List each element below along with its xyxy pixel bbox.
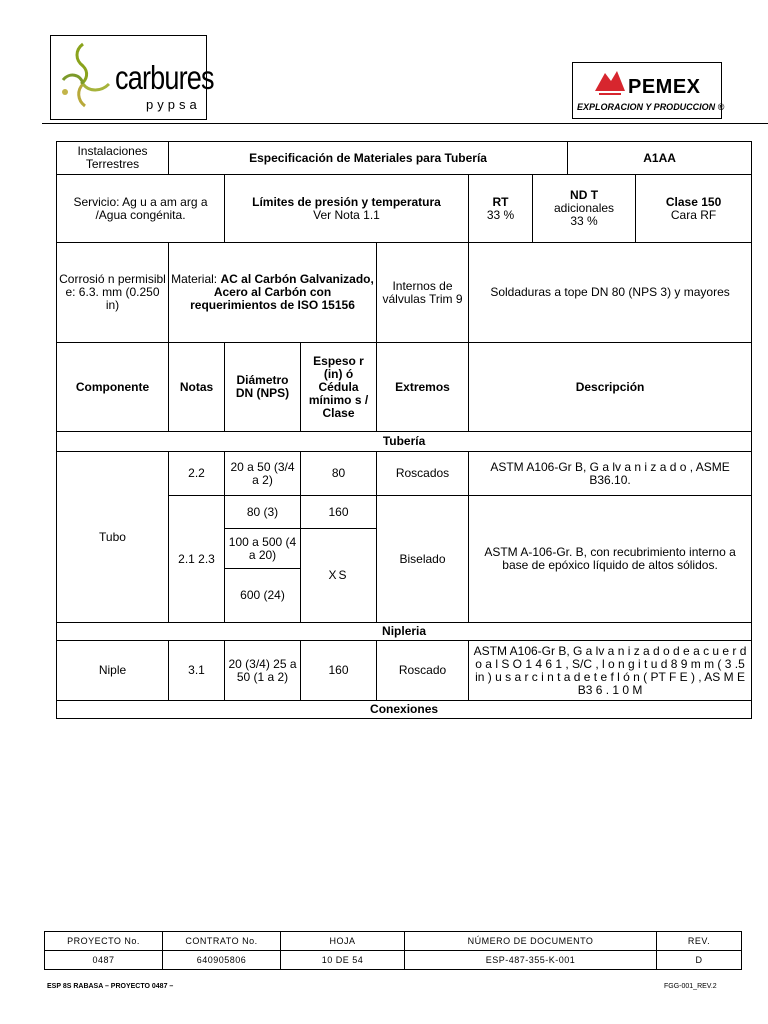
col-diameter: Diámetro DN (NPS) bbox=[225, 343, 301, 432]
niple-diameter: 20 (3/4) 25 a 50 (1 a 2) bbox=[225, 641, 301, 701]
footer-header-rev: REV. bbox=[657, 932, 742, 951]
niple-description: ASTM A106-Gr B, G a lv a n i z a d o d e a c u e r d o a l S O 1 4 6 1 , S/C , l o n g i t u d 8 9 m m ( 3 .5 in ) u s a r c i n t a d e t e f l ó n ( PT F E ) , AS M E B3 6 . 1 0 M bbox=[469, 641, 752, 701]
tubo-r1-thickness: 80 bbox=[301, 452, 377, 496]
spec-code: A1AA bbox=[568, 142, 752, 175]
footer-left-note: ESP 8S RABASA – PROYECTO 0487 – bbox=[47, 983, 174, 990]
section-conexiones: Conexiones bbox=[57, 701, 752, 719]
section-nipleria: Nipleria bbox=[57, 623, 752, 641]
material-cell bbox=[169, 243, 377, 343]
footer-header-sheet: HOJA bbox=[281, 932, 405, 951]
tubo-r1-notes: 2.2 bbox=[169, 452, 225, 496]
ndt-value: 33 % bbox=[570, 214, 598, 228]
tubo-r2a-diameter: 80 (3) bbox=[225, 496, 301, 529]
tubo-r1-diameter: 20 a 50 (3/4 a 2) bbox=[225, 452, 301, 496]
footer-contract: 640905806 bbox=[163, 951, 281, 970]
tubo-r2-ends: Biselado bbox=[377, 496, 469, 623]
tubo-r2a-thickness: 160 bbox=[301, 496, 377, 529]
limits-note: Ver Nota 1.1 bbox=[313, 207, 380, 222]
spec-title: Especificación de Materiales para Tubería bbox=[169, 142, 568, 175]
material-row bbox=[57, 243, 752, 343]
pypsa-wordmark: pypsa bbox=[146, 97, 201, 112]
footer-rev: D bbox=[657, 951, 742, 970]
footer-header-project: PROYECTO No. bbox=[45, 932, 163, 951]
service-row bbox=[57, 175, 752, 243]
footer-sheet: 10 DE 54 bbox=[281, 951, 405, 970]
welds-cell: Soldaduras a tope DN 80 (NPS 3) y mayores bbox=[469, 243, 752, 343]
footer-right-note: FGG-001_REV.2 bbox=[664, 983, 717, 990]
corrosion-cell: Corrosió n permisibl e: 6.3. mm (0.250 in) bbox=[57, 243, 169, 343]
service-cell: Servicio: Ag u a am arg a /Agua congénita. bbox=[57, 175, 225, 243]
tubo-r1-ends: Roscados bbox=[377, 452, 469, 496]
material-value: AC al Carbón Galvanizado, Acero al Carbón con requerimientos de ISO 15156 bbox=[190, 272, 374, 312]
niple-thickness: 160 bbox=[301, 641, 377, 701]
carbures-wordmark: carbures bbox=[115, 59, 214, 96]
ndt-label: ND T bbox=[570, 188, 599, 202]
footer-value-row bbox=[45, 951, 742, 970]
footer-table bbox=[44, 931, 742, 970]
rt-label: RT bbox=[492, 194, 509, 209]
section-row bbox=[57, 623, 752, 641]
ndt-cell bbox=[533, 175, 636, 243]
carbures-logo bbox=[50, 35, 214, 120]
tubo-r2b-diameter: 100 a 500 (4 a 20) bbox=[225, 529, 301, 569]
footer-docnum: ESP-487-355-K-001 bbox=[405, 951, 657, 970]
pemex-logo bbox=[572, 62, 725, 119]
pemex-eagle-emblem bbox=[593, 67, 627, 97]
limits-title: Límites de presión y temperatura bbox=[252, 194, 441, 209]
class-cell bbox=[636, 175, 752, 243]
footer-project: 0487 bbox=[45, 951, 163, 970]
col-ends: Extremos bbox=[377, 343, 469, 432]
niple-ends: Roscado bbox=[377, 641, 469, 701]
tubo-r2c-diameter: 600 (24) bbox=[225, 569, 301, 623]
tubo-component: Tubo bbox=[57, 452, 169, 623]
col-notes: Notas bbox=[169, 343, 225, 432]
col-component: Componente bbox=[57, 343, 169, 432]
footer-header-contract: CONTRATO No. bbox=[163, 932, 281, 951]
installation-cell: Instalaciones Terrestres bbox=[57, 142, 169, 175]
spec-header-row bbox=[57, 142, 752, 175]
section-row bbox=[57, 701, 752, 719]
class-label: Clase 150 bbox=[665, 194, 722, 209]
internals-cell: Internos de válvulas Trim 9 bbox=[377, 243, 469, 343]
column-header-row bbox=[57, 343, 752, 432]
pemex-wordmark: PEMEX bbox=[628, 76, 701, 98]
ndt-sub: adicionales bbox=[554, 201, 615, 215]
col-thickness: Espeso r (in) ó Cédula mínimo s / Clase bbox=[301, 343, 377, 432]
table-row bbox=[57, 641, 752, 701]
carbures-leaf-emblem bbox=[53, 40, 115, 116]
section-row bbox=[57, 432, 752, 452]
material-prefix: Material: bbox=[171, 272, 221, 286]
section-tuberia: Tubería bbox=[57, 432, 752, 452]
footer-header-row bbox=[45, 932, 742, 951]
niple-component: Niple bbox=[57, 641, 169, 701]
pemex-subtitle: EXPLORACION Y PRODUCCION ® bbox=[577, 102, 725, 112]
rt-value: 33 % bbox=[486, 207, 515, 222]
footer-header-docnum: NÚMERO DE DOCUMENTO bbox=[405, 932, 657, 951]
rt-cell bbox=[469, 175, 533, 243]
col-description: Descripción bbox=[469, 343, 752, 432]
table-row bbox=[57, 452, 752, 496]
material-spec-table bbox=[56, 141, 752, 719]
limits-cell bbox=[225, 175, 469, 243]
tubo-r2-description: ASTM A-106-Gr. B, con recubrimiento interno a base de epóxico líquido de altos sólidos. bbox=[469, 496, 752, 623]
tubo-r1-description: ASTM A106-Gr B, G a lv a n i z a d o , ASME B36.10. bbox=[469, 452, 752, 496]
tubo-r2b-thickness: XS bbox=[301, 529, 377, 623]
class-face: Cara RF bbox=[670, 207, 717, 222]
header-rule bbox=[42, 123, 768, 124]
niple-notes: 3.1 bbox=[169, 641, 225, 701]
tubo-r2-notes: 2.1 2.3 bbox=[169, 496, 225, 623]
